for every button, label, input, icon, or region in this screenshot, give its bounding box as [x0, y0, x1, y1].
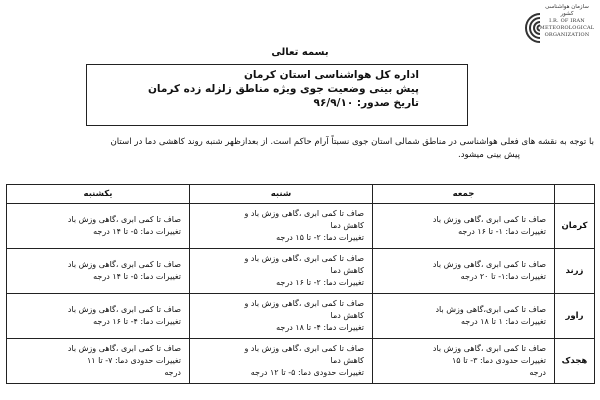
table-header-row	[7, 185, 595, 204]
forecast-table	[6, 184, 595, 384]
forecast-line: کاهش دما	[330, 221, 364, 230]
forecast-cell	[190, 204, 373, 249]
forecast-line: تغییرات حدودی دما: ۵- تا ۱۲ درجه	[250, 368, 364, 377]
forecast-table-body	[7, 204, 595, 384]
forecast-line: صاف تا کمی ابری ،گاهی وزش باد و	[244, 299, 364, 308]
forecast-line: تغییرات دما: ۲- تا ۱۶ درجه	[276, 278, 364, 287]
forecast-line: تغییرات دما: ۲- تا ۱۵ درجه	[276, 233, 364, 242]
city-name: زرند	[555, 249, 595, 294]
forecast-line: تغییرات دما:۱- تا ۲۰ درجه	[460, 272, 546, 281]
day-header-saturday: شنبه	[190, 185, 373, 204]
forecast-line: تغییرات دما: ۱ تا ۱۸ درجه	[461, 317, 546, 326]
table-row	[7, 204, 595, 249]
forecast-line: صاف تا کمی ابری ،گاهی وزش باد و	[244, 209, 364, 218]
city-name: هجدک	[555, 339, 595, 384]
forecast-line: تغییرات دما: ۵- تا ۱۴ درجه	[93, 227, 181, 236]
logo-text-fa: سازمان هواشناسی کشور	[545, 4, 589, 17]
logo-text-en-3: ORGANIZATION	[544, 32, 590, 38]
intro-paragraph	[2, 136, 594, 162]
forecast-line: تغییرات دما: ۵- تا ۱۴ درجه	[93, 272, 181, 281]
logo-text-en-2: METEOROLOGICAL	[539, 25, 595, 31]
table-row	[7, 249, 595, 294]
forecast-cell	[373, 339, 555, 384]
forecast-line: صاف تا کمی ابری،گاهی وزش باد	[435, 305, 546, 314]
day-header-sunday: یکشنبه	[7, 185, 190, 204]
header-forecast-title: پیش بینی وضعیت جوی ویژه مناطق زلزله زده کرمان	[147, 83, 419, 95]
forecast-cell	[7, 339, 190, 384]
header-box	[86, 64, 468, 126]
forecast-cell	[373, 294, 555, 339]
city-name: کرمان	[555, 204, 595, 249]
forecast-line: کاهش دما	[330, 311, 364, 320]
forecast-cell	[7, 249, 190, 294]
logo-text	[538, 4, 596, 39]
corner-cell	[555, 185, 595, 204]
forecast-cell	[7, 204, 190, 249]
forecast-line: صاف تا کمی ابری ،گاهی وزش باد و	[244, 254, 364, 263]
forecast-line: صاف تا کمی ابری ،گاهی وزش باد	[67, 215, 181, 224]
forecast-line: درجه	[164, 368, 181, 377]
forecast-line: صاف تا کمی ابری ،گاهی وزش باد و	[244, 344, 364, 353]
forecast-cell	[190, 339, 373, 384]
forecast-line: صاف تا کمی ابری ،گاهی وزش باد	[67, 260, 181, 269]
forecast-line: کاهش دما	[330, 266, 364, 275]
intro-line-2: پیش بینی میشود.	[457, 150, 520, 160]
intro-line-1: با توجه به نقشه های فعلی هواشناسی در مناطق شمالی استان جوی نسبتاً آرام حاکم است. از بعدازظهر شنبه روند کاهشی دما در استان	[110, 137, 594, 147]
city-name: راور	[555, 294, 595, 339]
forecast-line: تغییرات حدودی دما: ۷- تا ۱۱	[86, 356, 181, 365]
forecast-cell	[373, 204, 555, 249]
forecast-line: تغییرات دما: ۴- تا ۱۶ درجه	[93, 317, 181, 326]
forecast-cell	[7, 294, 190, 339]
day-header-friday: جمعه	[373, 185, 555, 204]
forecast-cell	[190, 249, 373, 294]
forecast-line: تغییرات دما: ۴- تا ۱۸ درجه	[276, 323, 364, 332]
header-department: اداره کل هواشناسی استان کرمان	[243, 69, 419, 81]
table-row	[7, 294, 595, 339]
forecast-line: صاف تا کمی ابری ،گاهی وزش باد	[432, 260, 546, 269]
forecast-line: صاف تا کمی ابری ،گاهی وزش باد	[432, 344, 546, 353]
forecast-line: تغییرات دما: ۱- تا ۱۶ درجه	[458, 227, 546, 236]
header-issue-date: تاریخ صدور: ۹۶/۹/۱۰	[313, 97, 419, 109]
table-row	[7, 339, 595, 384]
forecast-line: کاهش دما	[330, 356, 364, 365]
forecast-line: صاف تا کمی ابری ،گاهی وزش باد	[432, 215, 546, 224]
logo-text-en-1: I.R. OF IRAN	[549, 18, 585, 24]
forecast-cell	[373, 249, 555, 294]
basmala-heading: بسمه تعالی	[271, 47, 329, 58]
forecast-line: صاف تا کمی ابری ،گاهی وزش باد	[67, 344, 181, 353]
forecast-line: تغییرات حدودی دما: ۳- تا ۱۵	[451, 356, 546, 365]
forecast-cell	[190, 294, 373, 339]
forecast-line: درجه	[529, 368, 546, 377]
forecast-line: صاف تا کمی ابری ،گاهی وزش باد	[67, 305, 181, 314]
